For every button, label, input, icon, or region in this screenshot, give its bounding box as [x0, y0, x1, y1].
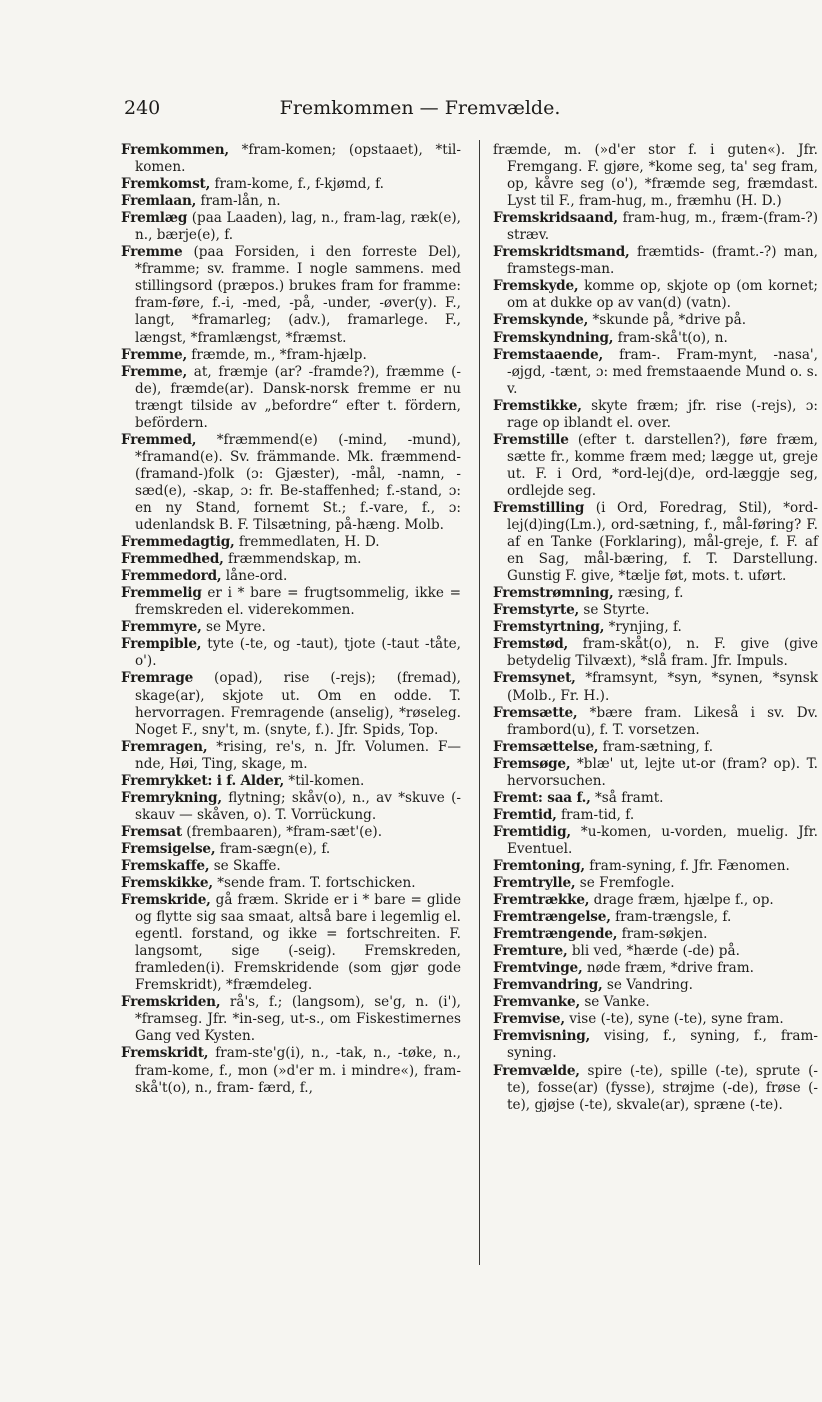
entry-definition: se Skaffe.: [209, 857, 281, 874]
entry-headword: Fremskride,: [121, 892, 211, 909]
dictionary-entry: [493, 1028, 818, 1062]
entry-definition: *blæ' ut, lejte ut-or (fram? op). T. hervorsuchen.: [507, 755, 818, 789]
entry-headword: Fremtoning,: [493, 857, 585, 874]
entry-definition: fræmde, m., *fram-hjælp.: [186, 346, 367, 363]
dictionary-entry: [121, 739, 461, 773]
entry-headword: Fremskridtsmand,: [493, 244, 630, 261]
dictionary-entry: [121, 892, 461, 994]
dictionary-entry: [493, 619, 818, 636]
dictionary-entry: [493, 824, 818, 858]
dictionary-entry: [493, 312, 818, 329]
dictionary-entry: [121, 636, 461, 670]
entry-definition: drage fræm, hjælpe f., op.: [589, 892, 774, 909]
entry-headword: Fremtrække,: [493, 892, 590, 909]
entry-headword: Fremskyde,: [493, 278, 579, 295]
dictionary-entry: [493, 602, 818, 619]
dictionary-entry: [493, 585, 818, 602]
dictionary-entry: [121, 176, 461, 193]
entry-headword: Fremsætte,: [493, 704, 578, 721]
entry-headword: Fremsættelse,: [493, 738, 599, 755]
entry-headword: Fremskikke,: [121, 875, 213, 892]
entry-definition: vise (-te), syne (-te), syne fram.: [564, 1011, 784, 1028]
entry-headword: Fremmyre,: [121, 619, 202, 636]
entry-definition: fræmmendskap, m.: [223, 551, 362, 568]
dictionary-entry: [493, 432, 818, 500]
entry-headword: Fremkomst,: [121, 176, 211, 193]
dictionary-entry: [121, 994, 461, 1045]
entry-definition: nøde fræm, *drive fram.: [582, 960, 754, 977]
entry-definition: at, fræmje (ar? -framde?), fræmme (-de), fræmde(ar). Dansk-norsk fremme er nu trængt tilside av „befordre“ efter t. fördern, befördern.: [135, 363, 461, 431]
entry-definition: *til-komen.: [284, 772, 365, 789]
entry-definition: *fram-komen; (opstaaet), *til-komen.: [135, 142, 461, 176]
entry-headword: Fremskyndning,: [493, 329, 614, 346]
entry-definition: *fræmmend(e) (-mind, -mund), *framand(e). Sv. främmande. Mk. fræmmend-(framand-)folk (ɔ: Gjæster), -mål, -namn, -sæd(e), -skap, ɔ: fr. Be-staffenhed; f.-stand, ɔ: en ny Stand, fornemt St.; f.-vare, f., ɔ: udenlandsk B. F. Tilsætning, på-hæng. Molb.: [135, 431, 461, 534]
entry-headword: Fremvanke,: [493, 994, 580, 1011]
entry-definition: tyte (-te, og -taut), tjote (-taut -tåte, o').: [135, 636, 461, 670]
entry-headword: Fremskridsaand,: [493, 210, 618, 227]
dictionary-entry: [121, 364, 461, 432]
entry-headword: Fremsynet,: [493, 670, 576, 687]
entry-headword: Fremt: saa f.,: [493, 789, 591, 806]
dictionary-entry: [493, 875, 818, 892]
dictionary-entry: [493, 926, 818, 943]
entry-headword: Fremrykning,: [121, 789, 222, 806]
entry-headword: Fremstyrtning,: [493, 619, 605, 636]
entry-headword: Fremragen,: [121, 738, 208, 755]
dictionary-entry: [121, 432, 461, 534]
entry-definition: rå's, f.; (langsom), se'g, n. (i'), *framseg. Jfr. *in-seg, ut-s., om Fiskestimernes Gang ved Kysten.: [135, 994, 461, 1045]
page-number: 240: [124, 97, 161, 119]
dictionary-entry: [121, 347, 461, 364]
dictionary-entry: [121, 790, 461, 824]
dictionary-entry: [493, 278, 818, 312]
entry-definition: *sende fram. T. fortschicken.: [212, 875, 416, 892]
entry-definition: fram-søkjen.: [617, 926, 708, 943]
entry-definition: se Vandring.: [602, 977, 693, 994]
dictionary-entry: [121, 858, 461, 875]
entry-headword: Frempible,: [121, 636, 202, 653]
entry-headword: Fremstikke,: [493, 397, 582, 414]
entry-headword: Fremvælde,: [493, 1062, 580, 1079]
dictionary-entry: [121, 619, 461, 636]
entry-definition: fram-hug, m., fræm-(fram-?) stræv.: [507, 210, 818, 244]
entry-definition: fræmtids- (framt.-?) man, framstegs-man.: [507, 244, 818, 278]
entry-definition: fræmde, m. (»d'er stor f. i guten«). Jfr. Fremgang. F. gjøre, *kome seg, ta' seg fram, op, kåvre seg (o'), *fræmde seg, fræmdast. Lyst til F., fram-hug, m., fræmhu (H. D.): [493, 142, 818, 210]
entry-definition: se Myre.: [201, 619, 266, 636]
dictionary-entry: [493, 1063, 818, 1114]
entry-headword: Fremstille: [493, 431, 569, 448]
entry-definition: *så framt.: [590, 789, 664, 806]
entry-headword: Fremtrængende,: [493, 926, 618, 943]
entry-headword: Fremskaffe,: [121, 857, 210, 874]
dictionary-entry: [493, 756, 818, 790]
entry-headword: Fremlaan,: [121, 193, 197, 210]
entry-definition: (frembaaren), *fram-sæt'(e).: [181, 823, 383, 840]
entry-definition: se Styrte.: [579, 602, 650, 619]
dictionary-entry: [121, 193, 461, 210]
dictionary-entry: [493, 909, 818, 926]
entry-definition: komme op, skjote op (om kornet; om at dukke op av van(d) (vatn).: [507, 278, 818, 312]
dictionary-entry: [493, 210, 818, 244]
entry-definition: fram-tid, f.: [556, 806, 635, 823]
entry-definition: fram-lån, n.: [196, 193, 281, 210]
dictionary-entry: [121, 534, 461, 551]
entry-definition: se Fremfogle.: [575, 875, 675, 892]
dictionary-entry: [493, 330, 818, 347]
left-column: [121, 142, 461, 1097]
entry-definition: skyte fræm; jfr. rise (-rejs), ɔ: rage op iblandt el. over.: [507, 397, 818, 431]
dictionary-entry: [493, 858, 818, 875]
dictionary-entry: [493, 142, 818, 210]
entry-definition: flytning; skåv(o), n., av *skuve (-skauv — skåven, o). T. Vorrückung.: [135, 789, 461, 823]
entry-definition: *u-komen, u-vorden, muelig. Jfr. Eventuel.: [507, 823, 818, 857]
entry-definition: (paa Forsiden, i den forreste Del), *framme; sv. framme. I nogle sammens. med stillingsord (præpos.) brukes fram for framme: fram-føre, f.-i, -med, -på, -under, -øver(y). F., langt, *framarleg; (adv.), framarlege. F., længst, *framlængst, *fræmst.: [135, 244, 461, 346]
entry-headword: Fremsøge,: [493, 755, 571, 772]
dictionary-entry: [121, 210, 461, 244]
page-header: [124, 97, 716, 123]
dictionary-entry: [121, 551, 461, 568]
entry-headword: Fremtidig,: [493, 823, 571, 840]
dictionary-entry: [493, 960, 818, 977]
entry-definition: fram-ste'g(i), n., -tak, n., -tøke, n., fram-kome, f., mon (»d'er m. i mindre«), fram-skå't(o), n., fram- færd, f.,: [135, 1045, 461, 1096]
dictionary-entry: [121, 244, 461, 346]
entry-headword: Fremlæg: [121, 210, 188, 227]
entry-headword: Fremmed,: [121, 431, 197, 448]
entry-headword: Fremture,: [493, 943, 568, 960]
entry-definition: fram-trængsle, f.: [610, 909, 732, 926]
dictionary-entry: [493, 807, 818, 824]
entry-headword: Fremkommen,: [121, 142, 229, 158]
entry-definition: fram-. Fram-mynt, -nasa', -øjgd, -tænt, ɔ: med fremstaaende Mund o. s. v.: [507, 346, 818, 397]
entry-definition: (i Ord, Foredrag, Stil), *ord-lej(d)ing(Lm.), ord-sætning, f., mål-føring? F. af en Tanke (Forklaring), mål-greje, f. F. af en Sag, mål-bæring, f. T. Darstellung. Gunstig F. give, *tælje føt, mots. t. uført.: [507, 499, 818, 585]
dictionary-entry: [121, 773, 461, 790]
dictionary-entry: [121, 670, 461, 738]
dictionary-entry: [493, 636, 818, 670]
entry-headword: Fremtrængelse,: [493, 909, 611, 926]
entry-definition: *framsynt, *syn, *synen, *synsk (Molb., Fr. H.).: [507, 670, 818, 704]
dictionary-entry: [121, 1045, 461, 1096]
entry-headword: Fremstød,: [493, 636, 569, 653]
entry-headword: Fremstrømning,: [493, 585, 614, 602]
entry-definition: fram-syning, f. Jfr. Fænomen.: [584, 857, 790, 874]
entry-headword: Fremsat: [121, 823, 182, 840]
dictionary-entry: [121, 824, 461, 841]
dictionary-entry: [121, 142, 461, 176]
entry-definition: ræsing, f.: [613, 585, 684, 602]
entry-headword: Fremtrylle,: [493, 875, 576, 892]
dictionary-entry: [493, 670, 818, 704]
entry-headword: Fremskridt,: [121, 1045, 209, 1062]
entry-definition: *rising, re's, n. Jfr. Volumen. F—nde, Høi, Ting, skage, m.: [135, 738, 461, 772]
entry-definition: (opad), rise (-rejs); (fremad), skage(ar), skjote ut. Om en odde. T. hervorragen. Fremragende (anselig), *røseleg. Noget F., sny't, m. (snyte, f.). Jfr. Spids, Top.: [135, 670, 461, 738]
dictionary-entry: [493, 347, 818, 398]
dictionary-entry: [493, 1011, 818, 1028]
dictionary-entry: [493, 739, 818, 756]
dictionary-entry: [493, 977, 818, 994]
entry-headword: Fremtvinge,: [493, 960, 583, 977]
entry-headword: Fremvisning,: [493, 1028, 591, 1045]
entry-headword: Fremmedhed,: [121, 551, 224, 568]
entry-definition: fram-skåt(o), n. F. give (give betydelig Tilvæxt), *slå fram. Jfr. Impuls.: [507, 636, 818, 670]
dictionary-entry: [493, 790, 818, 807]
entry-definition: fram-skå't(o), n.: [613, 329, 728, 346]
dictionary-entry: [121, 585, 461, 619]
entry-definition: vising, f., syning, f., fram-syning.: [507, 1028, 818, 1062]
entry-definition: (efter t. darstellen?), føre fræm, sætte fr., komme fræm med; lægge ut, greje ut. F. i Ord, *ord-lej(d)e, ord-læggje seg, ordlejde seg.: [507, 431, 818, 499]
entry-headword: Fremstyrte,: [493, 602, 580, 619]
entry-headword: Fremmedagtig,: [121, 534, 235, 551]
entry-headword: Fremtid,: [493, 806, 557, 823]
entry-headword: Fremme,: [121, 346, 187, 363]
entry-definition: fram-sætning, f.: [598, 738, 714, 755]
entry-headword: Fremskriden,: [121, 994, 221, 1011]
dictionary-entry: [493, 994, 818, 1011]
entry-definition: låne-ord.: [221, 568, 288, 585]
entry-definition: fremmedlaten, H. D.: [234, 534, 380, 551]
dictionary-entry: [493, 705, 818, 739]
entry-headword: Fremvandring,: [493, 977, 603, 994]
right-column: [493, 142, 818, 1114]
entry-headword: Fremme: [121, 244, 183, 261]
entry-headword: Fremstilling: [493, 499, 585, 516]
entry-headword: Fremvise,: [493, 1011, 565, 1028]
entry-definition: bli ved, *hærde (-de) på.: [567, 943, 740, 960]
entry-definition: (paa Laaden), lag, n., fram-lag, ræk(e), n., bærje(e), f.: [135, 210, 461, 244]
entry-definition: er i * bare = frugtsommelig, ikke = fremskreden el. viderekommen.: [135, 585, 461, 619]
column-divider: [479, 140, 480, 1265]
entry-headword: Fremmelig: [121, 585, 202, 602]
entry-headword: Fremskynde,: [493, 312, 589, 329]
entry-definition: *skunde på, *drive på.: [588, 312, 747, 329]
entry-definition: fram-sægn(e), f.: [215, 840, 331, 857]
entry-headword: Fremrykket: i f. Alder,: [121, 772, 285, 789]
entry-headword: Fremme,: [121, 363, 187, 380]
dictionary-entry: [493, 892, 818, 909]
dictionary-entry: [493, 943, 818, 960]
entry-headword: Fremmedord,: [121, 568, 222, 585]
entry-headword: Fremstaaende,: [493, 346, 603, 363]
entry-headword: Fremsigelse,: [121, 840, 216, 857]
dictionary-entry: [493, 500, 818, 585]
dictionary-entry: [121, 568, 461, 585]
entry-definition: *rynjing, f.: [604, 619, 682, 636]
entry-definition: spire (-te), spille (-te), sprute (-te), fosse(ar) (fysse), strøjme (-de), frøse (-te), gjøjse (-te), skvale(ar), spræne (-te).: [507, 1062, 818, 1113]
entry-definition: *bære fram. Likeså i sv. Dv. frambord(u), f. T. vorsetzen.: [507, 704, 818, 738]
entry-definition: gå fræm. Skride er i * bare = glide og flytte sig saa smaat, altså bare i legemlig el. egentl. forstand, og ikke = fortschreiten. F. langsomt, sige (-seig). Fremskreden, framleden(i). Fremskridende (som gjør gode Fremskridt), *fræmdeleg.: [135, 892, 461, 994]
running-head: Fremkommen — Fremvælde.: [279, 97, 561, 119]
dictionary-entry: [493, 244, 818, 278]
dictionary-entry: [121, 875, 461, 892]
entry-definition: se Vanke.: [580, 994, 650, 1011]
entry-headword: Fremrage: [121, 670, 194, 687]
entry-definition: fram-kome, f., f-kjømd, f.: [210, 176, 384, 193]
dictionary-entry: [493, 398, 818, 432]
dictionary-entry: [121, 841, 461, 858]
